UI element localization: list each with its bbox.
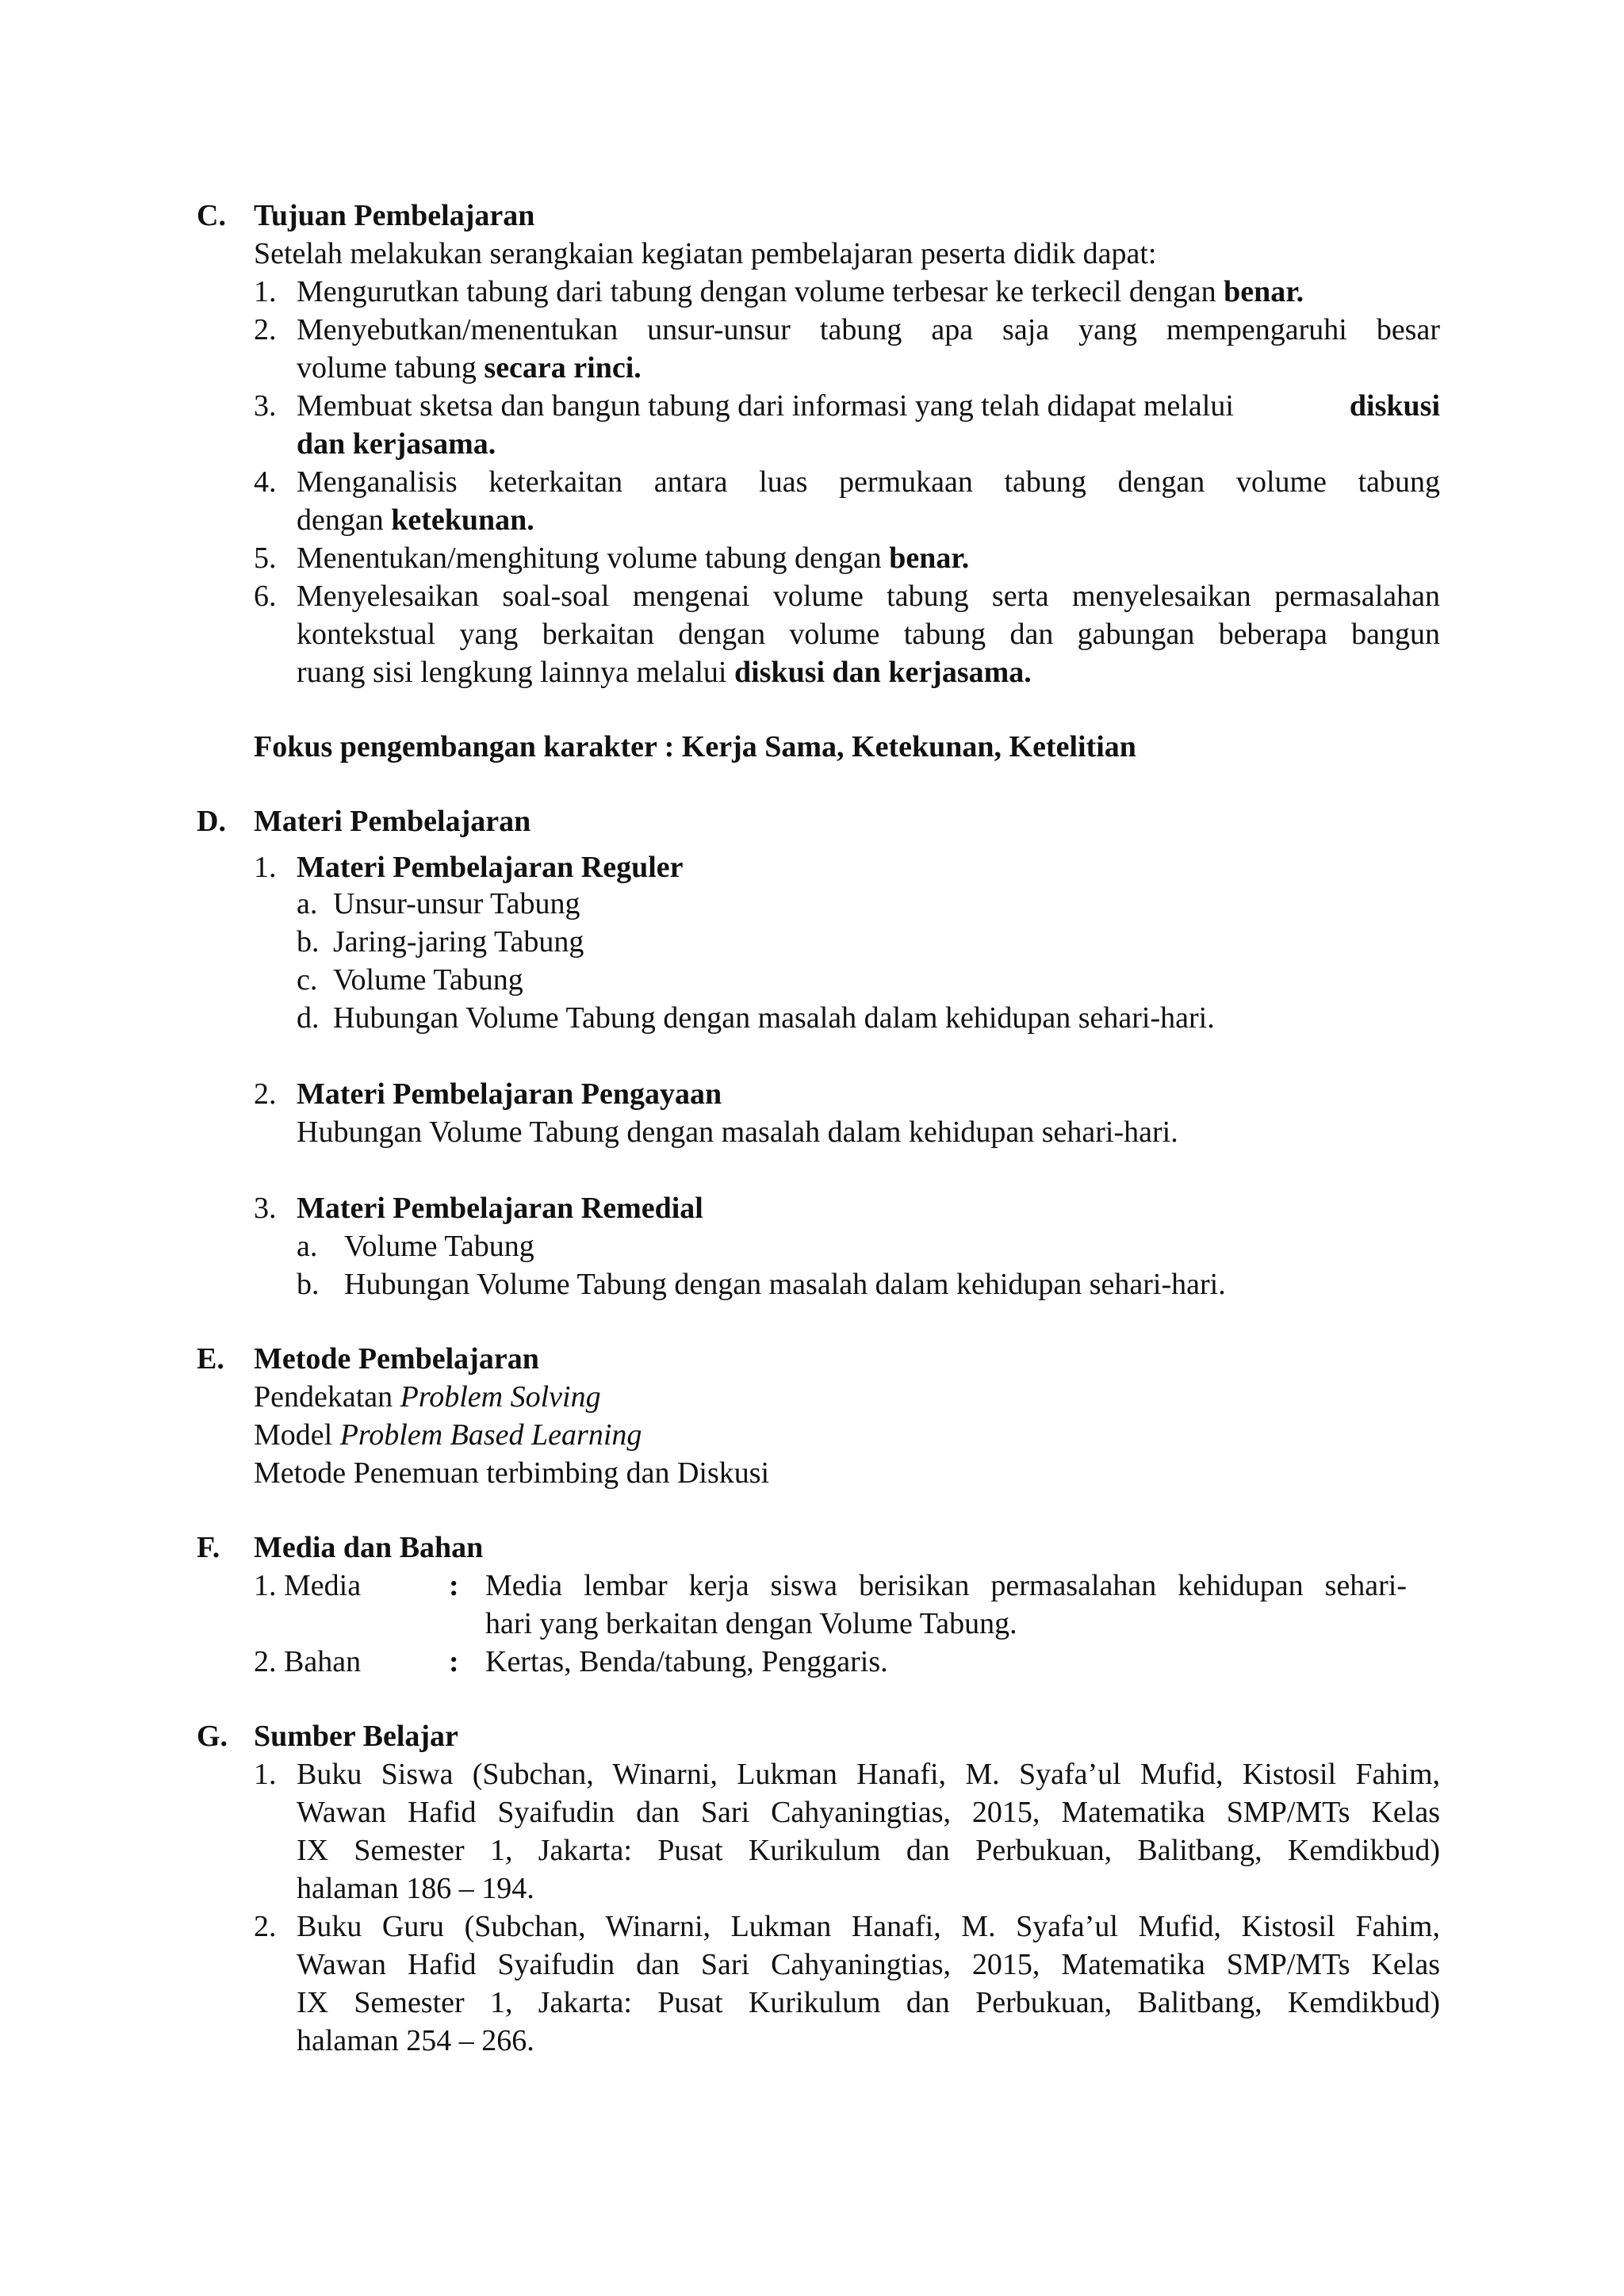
media-line-2: hari yang berkaitan dengan Volume Tabung.	[485, 1607, 1017, 1640]
source-1-number: 1.	[254, 1758, 277, 1791]
section-f-letter: F.	[197, 1531, 220, 1564]
media-label: 1. Media	[254, 1569, 362, 1602]
media-colon: :	[449, 1569, 459, 1602]
section-e-heading	[197, 1340, 539, 1378]
objective-1	[297, 273, 1304, 311]
objective-6-line-2: kontekstual yang berkaitan dengan volume tabung dan gabungan beberapa bangun	[297, 618, 1440, 651]
sub-1-item-a: Unsur-unsur Tabung	[333, 887, 580, 920]
section-c-title: Tujuan Pembelajaran	[254, 199, 535, 232]
objective-1-bold: benar.	[1224, 275, 1304, 308]
sub-2-number: 2.	[254, 1077, 277, 1111]
objective-5	[297, 539, 969, 577]
objective-4-line-1: Menganalisis keterkaitan antara luas permukaan tabung dengan volume tabung	[297, 465, 1440, 499]
sub-3-item-a-letter: a.	[297, 1230, 318, 1263]
model-name: Problem Based Learning	[339, 1418, 642, 1452]
sub-3-item-a: Volume Tabung	[344, 1230, 534, 1263]
objective-5-number: 5.	[254, 541, 277, 575]
objective-3-number: 3.	[254, 389, 277, 423]
objective-2-text: volume tabung	[297, 351, 477, 385]
section-c-heading	[197, 197, 534, 235]
objective-6-text: ruang sisi lengkung lainnya melalui	[297, 656, 727, 689]
objective-3-line-2	[297, 425, 496, 463]
section-c-letter: C.	[197, 199, 226, 232]
method-line: Metode Penemuan terbimbing dan Diskusi	[254, 1456, 770, 1490]
section-g-letter: G.	[197, 1720, 228, 1753]
source-1-line-4: halaman 186 – 194.	[297, 1872, 534, 1905]
section-c-intro: Setelah melakukan serangkaian kegiatan pembelajaran peserta didik dapat:	[254, 237, 1157, 270]
section-g-heading	[197, 1717, 458, 1755]
section-d-title: Materi Pembelajaran	[254, 805, 531, 838]
sub-1-item-d: Hubungan Volume Tabung dengan masalah dalam kehidupan sehari-hari.	[333, 1001, 1215, 1035]
objective-2-bold: secara rinci.	[484, 351, 642, 385]
sub-1-number: 1.	[254, 851, 277, 884]
sub-1-item-a-letter: a.	[297, 887, 318, 920]
section-d-heading	[197, 802, 530, 840]
objective-3-line-1	[297, 387, 1440, 425]
objective-4-text: dengan	[297, 503, 384, 537]
sub-1-item-c-letter: c.	[297, 963, 318, 997]
objective-6-bold: diskusi dan kerjasama.	[733, 656, 1032, 689]
model-line	[254, 1416, 642, 1454]
sub-1-title: Materi Pembelajaran Reguler	[297, 851, 684, 884]
bahan-label: 2. Bahan	[254, 1645, 362, 1678]
model-prefix: Model	[254, 1418, 333, 1452]
sub-3-item-b-letter: b.	[297, 1268, 320, 1301]
source-2-line-3: IX Semester 1, Jakarta: Pusat Kurikulum dan Perbukuan, Balitbang, Kemdikbud)	[297, 1986, 1440, 2019]
objective-6-line-3	[297, 653, 1032, 691]
source-1-line-3: IX Semester 1, Jakarta: Pusat Kurikulum dan Perbukuan, Balitbang, Kemdikbud)	[297, 1834, 1440, 1867]
sub-3-title: Materi Pembelajaran Remedial	[297, 1192, 703, 1225]
source-2-line-1: Buku Guru (Subchan, Winarni, Lukman Hanafi, M. Syafa’ul Mufid, Kistosil Fahim,	[297, 1910, 1440, 1943]
objective-4-bold: ketekunan.	[391, 503, 534, 537]
section-g-title: Sumber Belajar	[254, 1720, 458, 1753]
approach-prefix: Pendekatan	[254, 1380, 393, 1414]
source-2-line-4: halaman 254 – 266.	[297, 2024, 534, 2057]
objective-6-line-1: Menyelesaikan soal-soal mengenai volume tabung serta menyelesaikan permasalahan	[297, 580, 1440, 613]
source-2-number: 2.	[254, 1910, 277, 1943]
objective-3-bold: dan kerjasama.	[297, 427, 496, 461]
objective-5-text: Menentukan/menghitung volume tabung dengan	[297, 541, 882, 575]
media-line-1: Media lembar kerja siswa berisikan permasalahan kehidupan sehari-	[485, 1569, 1407, 1602]
objective-2-number: 2.	[254, 313, 277, 346]
bahan-text: Kertas, Benda/tabung, Penggaris.	[485, 1645, 888, 1678]
objective-4-number: 4.	[254, 465, 277, 499]
objective-1-number: 1.	[254, 275, 277, 308]
objective-3-bold-end: diskusi	[1349, 389, 1440, 423]
objective-2-line-2	[297, 349, 642, 387]
objective-3-text: Membuat sketsa dan bangun tabung dari informasi yang telah didapat melalui	[297, 389, 1234, 423]
character-focus: Fokus pengembangan karakter : Kerja Sama, Ketekunan, Ketelitian	[254, 730, 1136, 763]
approach-name: Problem Solving	[400, 1380, 601, 1414]
sub-1-item-b-letter: b.	[297, 925, 320, 959]
sub-1-item-d-letter: d.	[297, 1001, 320, 1035]
section-d-letter: D.	[197, 805, 226, 838]
objective-5-bold: benar.	[889, 541, 970, 575]
bahan-colon: :	[449, 1645, 459, 1678]
sub-1-item-c: Volume Tabung	[333, 963, 523, 997]
source-1-line-2: Wawan Hafid Syaifudin dan Sari Cahyaningtias, 2015, Matematika SMP/MTs Kelas	[297, 1796, 1440, 1829]
objective-6-number: 6.	[254, 580, 277, 613]
source-2-line-2: Wawan Hafid Syaifudin dan Sari Cahyaningtias, 2015, Matematika SMP/MTs Kelas	[297, 1948, 1440, 1981]
objective-2-line-1: Menyebutkan/menentukan unsur-unsur tabung apa saja yang mempengaruhi besar	[297, 313, 1440, 346]
approach-line	[254, 1378, 601, 1416]
sub-2-title: Materi Pembelajaran Pengayaan	[297, 1077, 722, 1111]
objective-4-line-2	[297, 501, 534, 539]
objective-1-text: Mengurutkan tabung dari tabung dengan volume terbesar ke terkecil dengan	[297, 275, 1216, 308]
section-f-heading	[197, 1529, 483, 1567]
sub-2-text: Hubungan Volume Tabung dengan masalah dalam kehidupan sehari-hari.	[297, 1115, 1178, 1149]
sub-3-item-b: Hubungan Volume Tabung dengan masalah dalam kehidupan sehari-hari.	[344, 1268, 1226, 1301]
section-e-letter: E.	[197, 1342, 224, 1376]
sub-1-item-b: Jaring-jaring Tabung	[333, 925, 584, 959]
sub-3-number: 3.	[254, 1192, 277, 1225]
source-1-line-1: Buku Siswa (Subchan, Winarni, Lukman Hanafi, M. Syafa’ul Mufid, Kistosil Fahim,	[297, 1758, 1440, 1791]
section-e-title: Metode Pembelajaran	[254, 1342, 539, 1376]
section-f-title: Media dan Bahan	[254, 1531, 484, 1564]
